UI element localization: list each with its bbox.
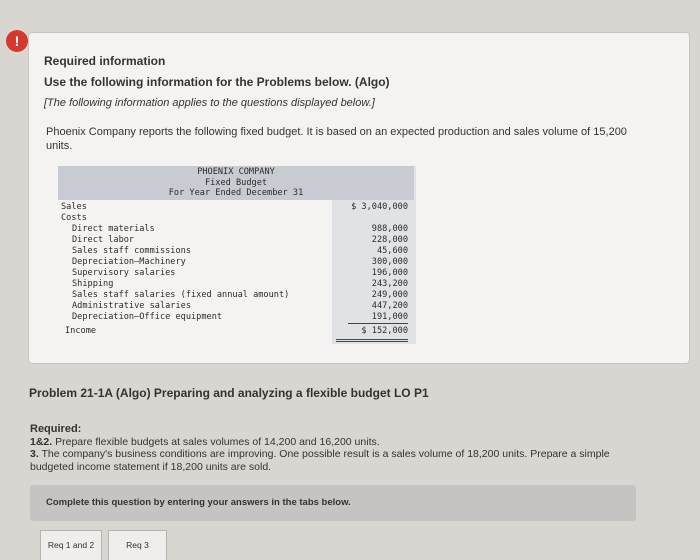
alert-icon: ! bbox=[6, 30, 28, 52]
subtotal-rule bbox=[348, 323, 408, 324]
cost-item-label: Supervisory salaries bbox=[72, 268, 176, 278]
applies-note: [The following information applies to the questions displayed below.] bbox=[44, 97, 375, 109]
requirement-3-number: 3. bbox=[30, 448, 39, 460]
cost-item-label: Direct materials bbox=[72, 224, 155, 234]
requirement-3 bbox=[30, 448, 650, 474]
cost-item-label: Administrative salaries bbox=[72, 301, 191, 311]
requirement-3-text: The company's business conditions are improving. One possible result is a sales volume of 18,200 units. Prepare a simple budgeted income statement if 18,200 units are sold. bbox=[30, 448, 610, 473]
requirement-1-2-text: Prepare flexible budgets at sales volumes of 14,200 and 16,200 units. bbox=[52, 436, 380, 448]
cost-item-label: Sales staff commissions bbox=[72, 246, 191, 256]
income-label: Income bbox=[65, 326, 97, 336]
cost-item-value: 228,000 bbox=[371, 235, 408, 245]
instruction-text: Complete this question by entering your answers in the tabs below. bbox=[46, 497, 351, 508]
intro-text: Phoenix Company reports the following fixed budget. It is based on an expected production and sales volume of 15,200 units. bbox=[46, 126, 627, 152]
cost-item-value: 988,000 bbox=[371, 224, 408, 234]
cost-item-value: 191,000 bbox=[371, 312, 408, 322]
required-heading: Required: bbox=[30, 423, 82, 435]
cost-item-label: Depreciation—Office equipment bbox=[72, 312, 223, 322]
costs-label: Costs bbox=[61, 213, 87, 223]
total-double-rule bbox=[336, 341, 408, 342]
income-value: $ 152,000 bbox=[361, 326, 408, 336]
sales-label: Sales bbox=[61, 202, 87, 212]
cost-item-value: 300,000 bbox=[371, 257, 408, 267]
budget-title: Fixed Budget bbox=[204, 177, 268, 188]
cost-item-value: 45,600 bbox=[376, 246, 408, 256]
instruction-banner bbox=[30, 485, 636, 521]
budget-period: For Year Ended December 31 bbox=[168, 188, 304, 198]
requirement-1-2-number: 1&2. bbox=[30, 436, 53, 448]
problem-title: Problem 21-1A (Algo) Preparing and analyzing a flexible budget LO P1 bbox=[29, 386, 429, 400]
use-information-heading: Use the following information for the Problems below. (Algo) bbox=[44, 75, 390, 89]
cost-item-value: 196,000 bbox=[371, 268, 408, 278]
cost-item-label: Sales staff salaries (fixed annual amount) bbox=[72, 290, 290, 300]
company-name: PHOENIX COMPANY bbox=[197, 167, 275, 177]
total-double-rule bbox=[336, 339, 408, 340]
fixed-budget-table bbox=[58, 166, 416, 344]
tab-req-3[interactable]: Req 3 bbox=[108, 530, 167, 560]
sales-value: $ 3,040,000 bbox=[351, 202, 408, 212]
cost-item-label: Direct labor bbox=[72, 235, 135, 245]
tab-req-1-and-2[interactable]: Req 1 and 2 bbox=[40, 530, 102, 560]
cost-item-value: 243,200 bbox=[371, 279, 408, 289]
cost-item-label: Depreciation—Machinery bbox=[72, 257, 186, 267]
cost-item-label: Shipping bbox=[72, 279, 114, 289]
required-information-heading: Required information bbox=[44, 54, 166, 68]
cost-item-value: 249,000 bbox=[371, 290, 408, 300]
budget-header bbox=[58, 166, 414, 200]
cost-item-value: 447,200 bbox=[371, 301, 408, 311]
